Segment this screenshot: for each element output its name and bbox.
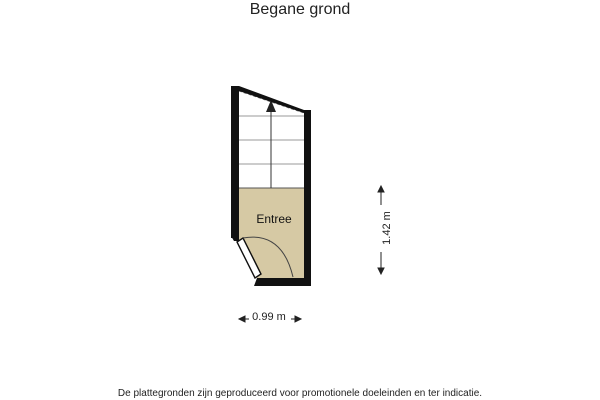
room-label-entree: Entree [256, 212, 292, 226]
disclaimer-text: De plattegronden zijn geproduceerd voor promotionele doeleinden en ter indicatie. [117, 388, 483, 399]
width-dimension-label: 0.99 m [252, 311, 286, 323]
height-dimension-label: 1.42 m [381, 211, 393, 245]
left-wall [231, 86, 239, 238]
bottom-wall [254, 278, 311, 286]
entry-jamb [231, 236, 239, 241]
right-wall [304, 110, 311, 286]
floor-title: Begane grond [249, 1, 351, 18]
